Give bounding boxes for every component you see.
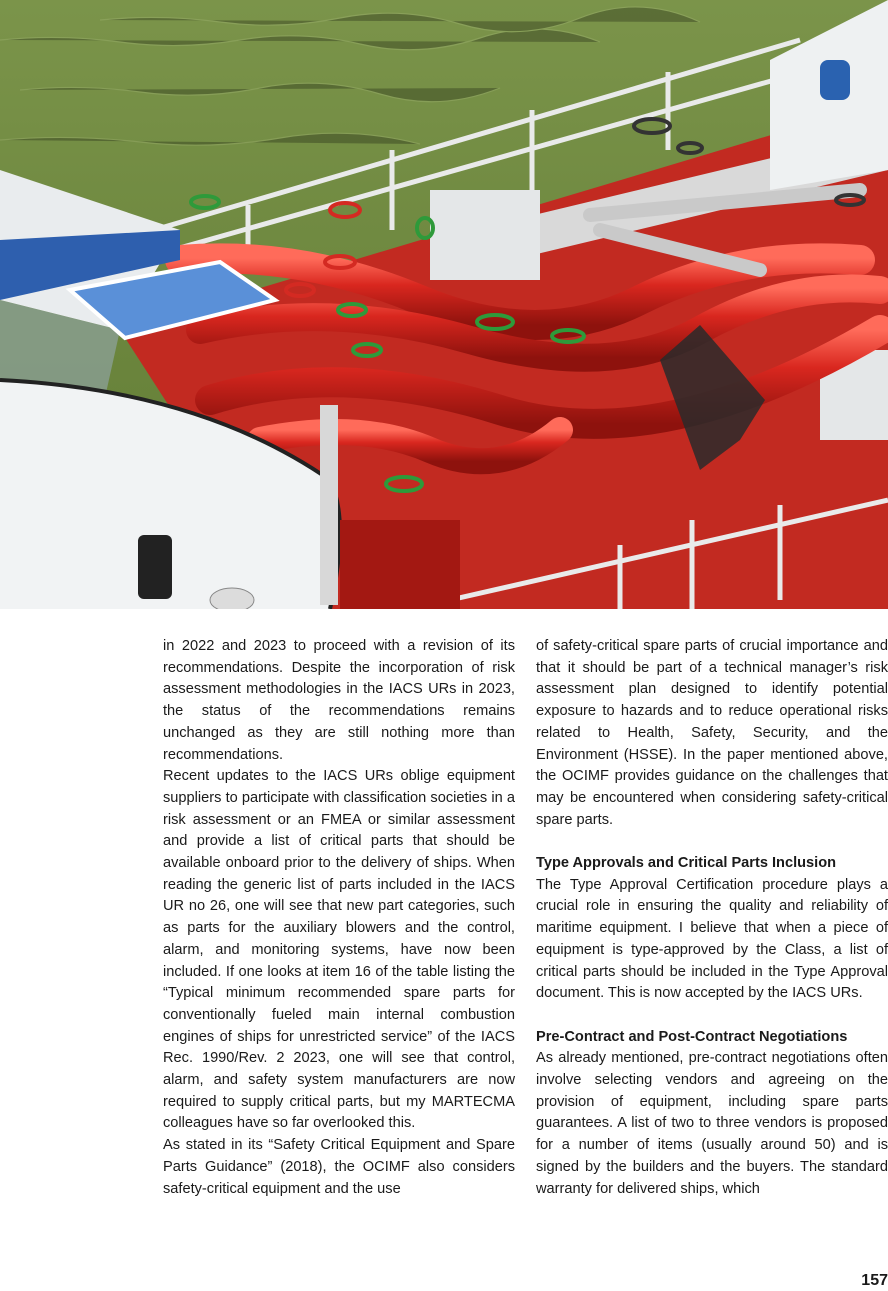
left-column xyxy=(163,636,515,1200)
tanker-deck-manifold-photo xyxy=(0,0,888,609)
section-heading-type-approvals: Type Approvals and Critical Parts Inclusion xyxy=(536,855,837,872)
left-paragraph-3: As stated in its “Safety Critical Equipment and Spare Parts Guidance” (2018), the OCIMF also considers safety-critical equipment and the use xyxy=(163,1137,515,1197)
section-body-negotiations: As already mentioned, pre-contract negotiations often involve selecting vendors and agreeing on the provision of equipment, including spare parts guarantees. A list of two to three vendors is proposed for a number of items (usually around 50) and is signed by the builders and the buyers. The standard warranty for delivered ships, which xyxy=(536,1050,888,1197)
right-column xyxy=(536,636,888,1200)
page-number: 157 xyxy=(861,1272,888,1289)
left-paragraph-1: in 2022 and 2023 to proceed with a revision of its recommendations. Despite the incorporation of risk assessment methodologies in the IACS URs in 2023, the status of the recommendations remains unchanged as they are still nothing more than recommendations. xyxy=(163,638,515,763)
section-body-type-approvals: The Type Approval Certification procedure plays a crucial role in ensuring the quality and reliability of maritime equipment. I believe that when a piece of equipment is type-approved by the Class, a list of critical parts should be included in the Type Approval document. This is now accepted by the IACS URs. xyxy=(536,876,888,1002)
left-paragraph-2: Recent updates to the IACS URs oblige equipment suppliers to participate with classification societies in a risk assessment or an FMEA or similar assessment and provide a list of critical parts that should be available onboard prior to the delivery of ships. When reading the generic list of parts included in the IACS UR no 26, one will see that new part categories, such as parts for the auxiliary blowers and the control, alarm, and monitoring systems, have now been included. If one looks at item 16 of the table listing the “Typical minimum recommended spare parts for conventionally fueled main internal combustion engines of ships for unrestricted service” of the IACS Rec. 1990/Rev. 2 2023, one will see that control, alarm, and safety system manufacturers are now required to supply critical parts, but my MARTECMA colleagues have so far overlooked this. xyxy=(163,768,515,1132)
right-intro-paragraph: of safety-critical spare parts of crucial importance and that it should be part of a technical manager’s risk assessment plan designed to identify potential exposure to hazards and to reduce operational risks related to Health, Safety, Security, and the Environment (HSSE). In the paper mentioned above, the OCIMF provides guidance on the challenges that may be encountered when considering safety-critical spare parts. xyxy=(536,638,888,828)
section-heading-negotiations: Pre-Contract and Post-Contract Negotiations xyxy=(536,1028,848,1045)
